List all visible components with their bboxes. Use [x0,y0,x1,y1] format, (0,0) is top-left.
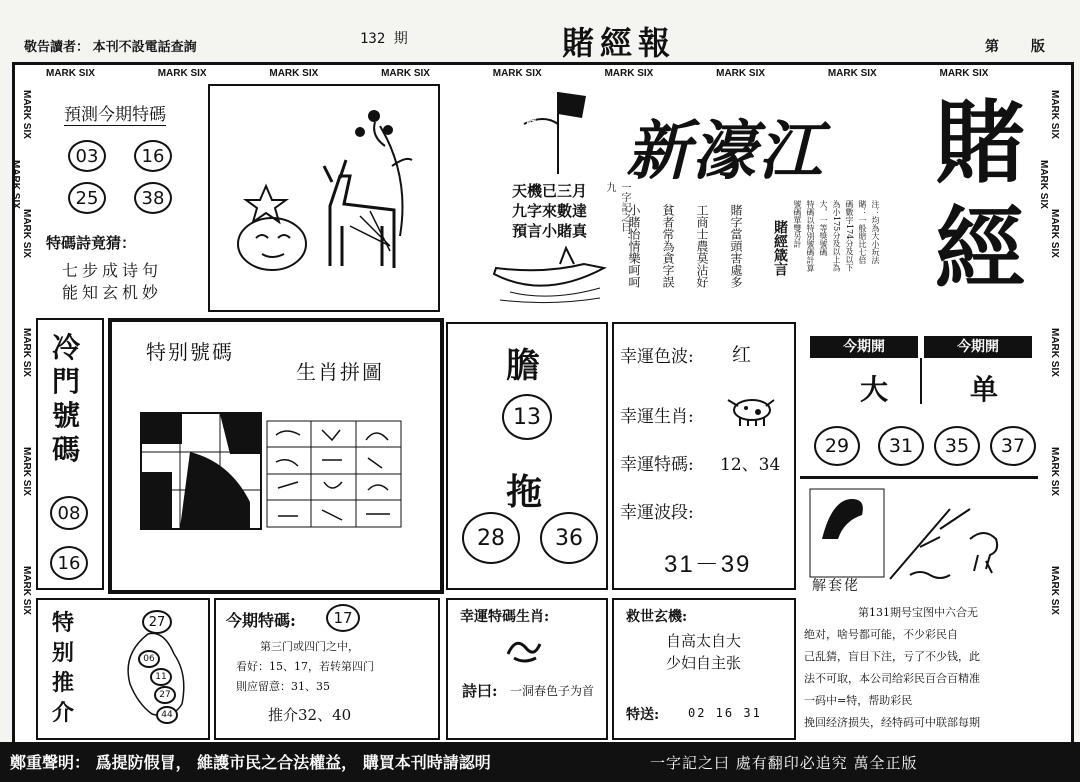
edition-label: 第 版 [985,38,1059,54]
cartoon-area [800,476,1038,597]
size-divider [920,358,922,404]
size-number-4: 37 [990,426,1036,466]
size-number-3: 35 [934,426,980,466]
size-number-1: 29 [814,426,860,466]
footer-right-text: 一字記之曰 處有翻印必追究 萬全正版 [650,754,918,772]
fine-print-line: 特碼以特別號碼計算 [806,200,815,272]
lucky-number-label: 幸運特碼: [620,455,694,475]
dragon-icon [504,634,544,666]
lucky-zodiac-label: 幸運生肖: [620,407,694,427]
predict-number-2: 16 [134,140,172,172]
recommend-char-3: 推 [52,670,75,696]
fine-print-line: 碼數字174分及以下 [845,200,854,272]
side-note-3: 貧者常為貪字誤 [661,204,675,288]
special-number: 17 [326,604,360,632]
special-line-1: 第三门或四门之中， [260,640,359,653]
fine-print-line: 賭：一般賠比七倍 [858,200,867,264]
rescue-line-1: 自高太自大 [666,632,742,650]
footer-statement: 鄭重聲明： 爲提防假冒， 維護市民之合法權益， 購買本刊時請認明 [10,753,491,772]
motto: 賭經箴言 [772,220,788,276]
special-box [214,598,440,740]
lucky-box [612,322,796,590]
fine-print-line: 為小175分及以上為 [832,200,841,272]
rescue-box [612,598,796,740]
cold-numbers-box [36,318,104,590]
rescue-send-numbers: 02 16 31 [688,706,762,720]
message-line-3: 己乱猜，盲目下注，亏了不少钱，此 [804,650,980,663]
special-line-3: 則应留意：31、35 [236,680,330,693]
message-line-4: 法不可取，本公司给彩民百合百精准 [804,672,980,685]
cartoon-caption: 解套佬 [812,578,860,594]
size-value-1: 大 [860,373,889,406]
predict-number-3: 25 [68,182,106,214]
recommend-number-1: 27 [142,610,172,634]
size-tab-1: 今期開 [810,336,918,358]
rescue-send-label: 特送: [626,707,660,723]
cold-title-4: 碼 [52,433,81,466]
lucky-number-value: 12、34 [720,455,781,475]
issue-number: 132 期 [360,31,408,47]
message-box [800,598,1038,736]
cold-number-2: 16 [50,546,88,580]
border-strip-right: MARK SIXMARK SIXMARK SIXMARK SIXMARK SIXMARK SIX [1038,90,1060,615]
border-strip-top: MARK SIX MARK SIX MARK SIX MARK SIX MARK SIX MARK SIX MARK SIX MARK SIX MARK SIX [46,68,989,79]
recommend-char-2: 别 [52,640,75,666]
recommend-number-2: 06 [138,650,160,668]
bold-pick-box [446,322,608,590]
border-strip-left: MARK SIXMARK SIXMARK SIXMARK SIXMARK SIXMARK SIX [10,90,32,615]
predict-title: 預測今期特碼 [64,100,166,126]
fine-print-line: 大，一等獎號碼 [819,200,828,256]
recommend-number-4: 27 [154,686,176,704]
zodiac-thumbnails [266,420,402,528]
recommend-box [36,598,210,740]
cold-title-1: 冷 [52,331,81,364]
fine-print-line: 注：均為大小玩法 [871,200,880,264]
big-title: 新濠江 [626,114,824,189]
recommend-char-4: 介 [52,700,75,726]
drag-number-1: 28 [462,512,520,564]
poem-title: 特碼詩竟猜： [46,234,137,252]
big-char-1: 賭 [935,90,1025,196]
ox-icon [722,392,778,426]
flag-text: 賭經 [524,104,535,124]
lucky-color-value: 红 [732,344,752,366]
recommend-number-3: 11 [150,668,172,686]
message-line-2: 绝对，啥号都可能，不少彩民自 [804,628,958,641]
zodiac-poem-text: 一洞春色子为首 [510,684,595,698]
size-tab-2: 今期開 [924,336,1032,358]
special-line-2: 看好：15、17，若转第四门 [236,660,374,673]
big-char-2: 經 [935,196,1025,302]
zodiac-box-title: 幸運特碼生肖: [460,609,550,625]
size-number-2: 31 [878,426,924,466]
message-line-1: 第131期号宝图中六合无 [858,606,978,619]
puzzle-box [108,318,444,594]
puzzle-grid [140,412,264,530]
recommend-char-1: 特 [52,610,75,636]
drag-char: 拖 [506,471,543,513]
size-value-2: 单 [970,373,999,406]
zodiac-poem-label: 詩曰: [462,682,498,700]
message-line-5: 一码中=特，帮助彩民 [804,694,913,707]
side-note-1: 一字記之曰：九 [604,182,630,242]
cold-number-1: 08 [50,496,88,530]
poem-line-1: 七步成诗句 [62,261,163,280]
reader-notice: 敬告讀者： 本刊不設電話查詢 [24,39,197,54]
quote-line-3: 預言小賭真 [512,222,588,240]
paper-title: 賭經報 [562,24,677,62]
puzzle-title: 特别號碼 [146,340,234,364]
cold-title-2: 門 [52,365,81,398]
special-recommend: 推介32、40 [268,706,352,724]
side-note-5: 賭字當頭害處多 [729,204,743,288]
drag-number-2: 36 [540,512,598,564]
lucky-range-value: 31－39 [664,551,752,578]
quote-line-1: 天機已三月 [512,182,588,200]
message-line-6: 挽回经济损失，经特码可中联部每期 [804,716,980,729]
deer-illustration [210,86,438,310]
poem-line-2: 能知玄机妙 [62,283,163,302]
lucky-range-label: 幸運波段: [620,503,694,523]
predict-number-4: 38 [134,182,172,214]
zodiac-box [446,598,608,740]
predict-number-1: 03 [68,140,106,172]
fine-print-line: 號碼單雙另計 [793,200,802,248]
lucky-color-label: 幸運色波: [620,347,694,367]
size-area [800,322,1038,472]
fine-print [792,200,932,310]
bold-number: 13 [502,394,552,440]
bold-char: 膽 [506,346,540,386]
side-note-4: 工商士農莫沾好 [695,204,709,288]
recommend-number-5: 44 [156,706,178,724]
side-note-2: 小賭怡情樂呵呵 [627,204,641,288]
rescue-title: 救世玄機: [626,609,688,625]
rescue-line-2: 少妇自主张 [666,654,742,672]
special-label: 今期特碼: [226,611,296,630]
flag-icon [500,84,620,174]
cold-title-3: 號 [52,399,81,432]
boat-illustration [490,244,610,304]
puzzle-subtitle: 生肖拼圖 [296,360,384,384]
quote-line-2: 九字來數達 [512,202,588,220]
illustration-box [208,84,440,312]
